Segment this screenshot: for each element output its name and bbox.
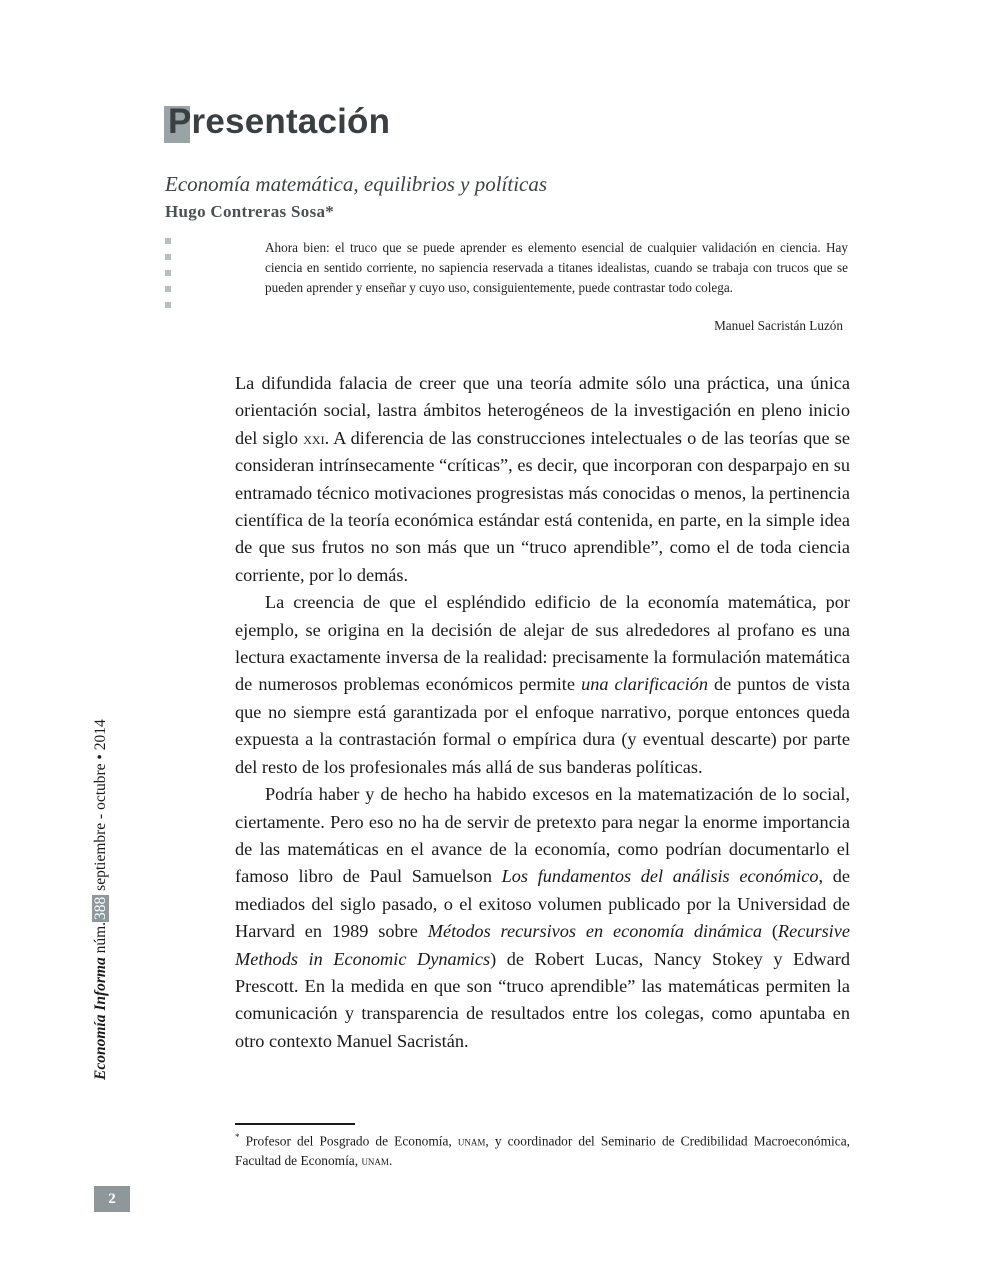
dot-icon: [165, 302, 171, 308]
paragraph-1-text-a: La difundida falacia de creer que una teoría admite sólo una práctica, una única orientación social, lastra ámbitos heterogéneos de la investigación en pleno inicio del siglo: [235, 373, 850, 448]
issue-label: núm.: [92, 921, 109, 958]
paragraph-3-text-d: ) de Robert Lucas, Nancy Stokey y Edward Prescott. En la medida en que son “truco aprendible” las matemáticas permiten la comunicación y transparencia de resultados entre los colegas, como apuntaba en otro contexto Manuel Sacristán.: [235, 948, 850, 1051]
dot-icon: [165, 270, 171, 276]
paragraph-1: [235, 370, 850, 589]
epigraph-author: Manuel Sacristán Luzón: [714, 318, 843, 333]
article-body: [235, 370, 850, 1055]
paragraph-3-text-b: , de mediados del siglo pasado, o el exitoso volumen publicado por la Universidad de Harvard en 1989 sobre: [235, 866, 850, 942]
page-title: Presentación: [168, 102, 391, 141]
book-title-metodos: Métodos recursivos en economía dinámica: [427, 921, 762, 942]
footnote-unam-2: unam: [361, 1154, 389, 1169]
paragraph-2-emphasis: una clarificación: [581, 674, 708, 695]
paragraph-2-text-b: de puntos de vista que no siempre está garantizada por el enfoque narrativo, porque entonces queda expuesta a la contrastación formal o empírica dura (y eventual descarte) por parte del resto de los profesionales más allá de sus banderas políticas.: [235, 674, 850, 777]
footnote-divider: [235, 1123, 355, 1125]
dot-icon: [165, 286, 171, 292]
decorative-dots: [165, 238, 171, 318]
book-title-recursive: Recursive Methods in Economic Dynamics: [235, 921, 850, 969]
paragraph-3-text-a: Podría haber y de hecho ha habido excesos en la matematización de lo social, ciertamente. Pero eso no ha de servir de pretexto para negar la enorme importancia de las matemáticas en el avance de la economía, como podrían documentarlo el famoso libro de Paul Samuelson: [235, 784, 850, 887]
paragraph-2-text-a: La creencia de que el espléndido edificio de la economía matemática, por ejemplo, se origina en la decisión de alejar de sus alrededores al profano es una lectura exactamente inversa de la realidad: precisamente la formulación matemática de numerosos problemas económicos permite: [235, 592, 850, 695]
article-subtitle: Economía matemática, equilibrios y políticas: [165, 172, 548, 196]
century-numeral: xxi: [303, 428, 325, 448]
paragraph-2: [235, 589, 850, 781]
footnote-text-c: .: [388, 1153, 393, 1169]
paragraph-3: [235, 781, 850, 1055]
paragraph-3-text-c: (: [761, 921, 778, 942]
journal-sidebar: [90, 680, 114, 1080]
journal-name: Economía Informa: [92, 957, 109, 1080]
footnote-unam-1: unam: [457, 1134, 486, 1149]
dot-icon: [165, 238, 171, 244]
article-author: Hugo Contreras Sosa*: [165, 202, 335, 221]
footnote-text-b: , y coordinador del Seminario de Credibilidad Macroeconómica, Facultad de Economía,: [235, 1133, 850, 1169]
issue-date: septiembre - octubre • 2014: [92, 719, 109, 895]
footnote-marker: *: [235, 1132, 240, 1142]
page-number-badge: 2: [94, 1186, 130, 1212]
book-title-samuelson: Los fundamentos del análisis económico: [501, 866, 819, 887]
dot-icon: [165, 254, 171, 260]
issue-number-badge: 388: [92, 896, 109, 920]
footnote: [235, 1128, 850, 1171]
epigraph-quote: Ahora bien: el truco que se puede aprender es elemento esencial de cualquier validación en ciencia. Hay ciencia en sentido corriente, no sapiencia reservada a titanes idealistas, cuando se trabaja con trucos que se pueden aprender y enseñar y cuyo uso, consiguientemente, puede contrastar todo colega.: [265, 240, 848, 295]
footnote-text-a: Profesor del Posgrado de Economía,: [239, 1133, 458, 1149]
paragraph-1-text-b: . A diferencia de las construcciones intelectuales o de las teorías que se consideran intrínsecamente “críticas”, es decir, que incorporan con desparpajo en su entramado técnico motivaciones progresistas más conocidas o menos, la pertinencia científica de la teoría económica estándar está contenida, en parte, en la simple idea de que sus frutos no son más que un “truco aprendible”, como el de toda ciencia corriente, por lo demás.: [235, 427, 850, 585]
